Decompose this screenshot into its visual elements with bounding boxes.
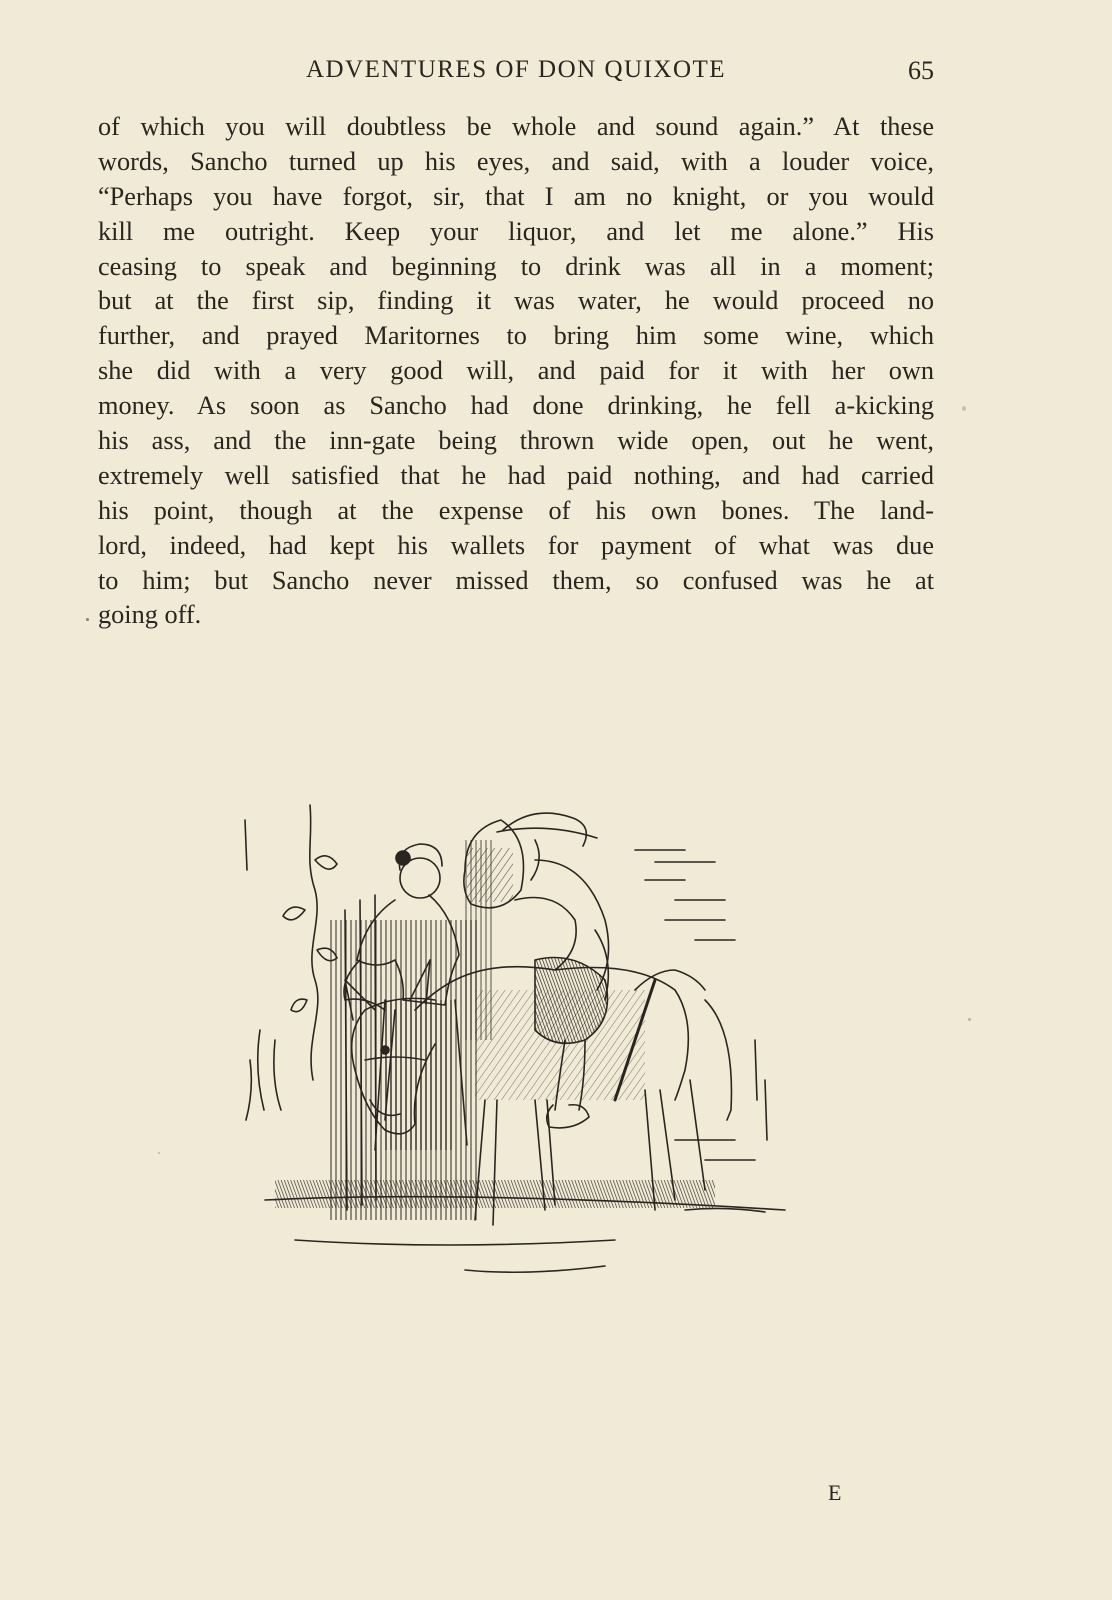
text-line: words, Sancho turned up his eyes, and said, with a louder voice,: [98, 146, 934, 176]
text-line: going off.: [98, 600, 202, 630]
text-line: lord, indeed, had kept his wallets for payment of what was due: [98, 530, 934, 560]
text-line: she did with a very good will, and paid for it with her own: [98, 356, 934, 386]
signature-mark: E: [828, 1480, 842, 1505]
paper-speck: [158, 1152, 160, 1154]
paper-speck: [86, 618, 89, 621]
text-line: ceasing to speak and beginning to drink was all in a moment;: [98, 251, 934, 281]
text-line: “Perhaps you have forgot, sir, that I am no knight, or you would: [98, 181, 934, 211]
running-head: [98, 52, 934, 92]
body-text: [98, 110, 934, 633]
paper-speck: [968, 1018, 971, 1021]
text-line: of which you will doubtless be whole and sound again.” At these: [98, 112, 934, 141]
text-line: his point, though at the expense of his own bones. The land-: [98, 495, 934, 525]
text-line: to him; but Sancho never missed them, so confused was he at: [98, 565, 934, 595]
text-line: money. As soon as Sancho had done drinking, he fell a-kicking: [98, 391, 934, 421]
text-line: extremely well satisfied that he had paid nothing, and had carried: [98, 460, 934, 490]
text-line: further, and prayed Maritornes to bring him some wine, which: [98, 321, 934, 351]
paper-speck: [962, 406, 966, 411]
running-title: ADVENTURES OF DON QUIXOTE: [305, 56, 727, 83]
text-line: kill me outright. Keep your liquor, and let me alone.” His: [98, 216, 934, 246]
text-line: but at the first sip, finding it was water, he would proceed no: [98, 286, 934, 316]
page-number: 65: [908, 56, 934, 85]
engraving-illustration: [235, 800, 815, 1310]
text-line: his ass, and the inn-gate being thrown wide open, out he went,: [98, 426, 934, 456]
